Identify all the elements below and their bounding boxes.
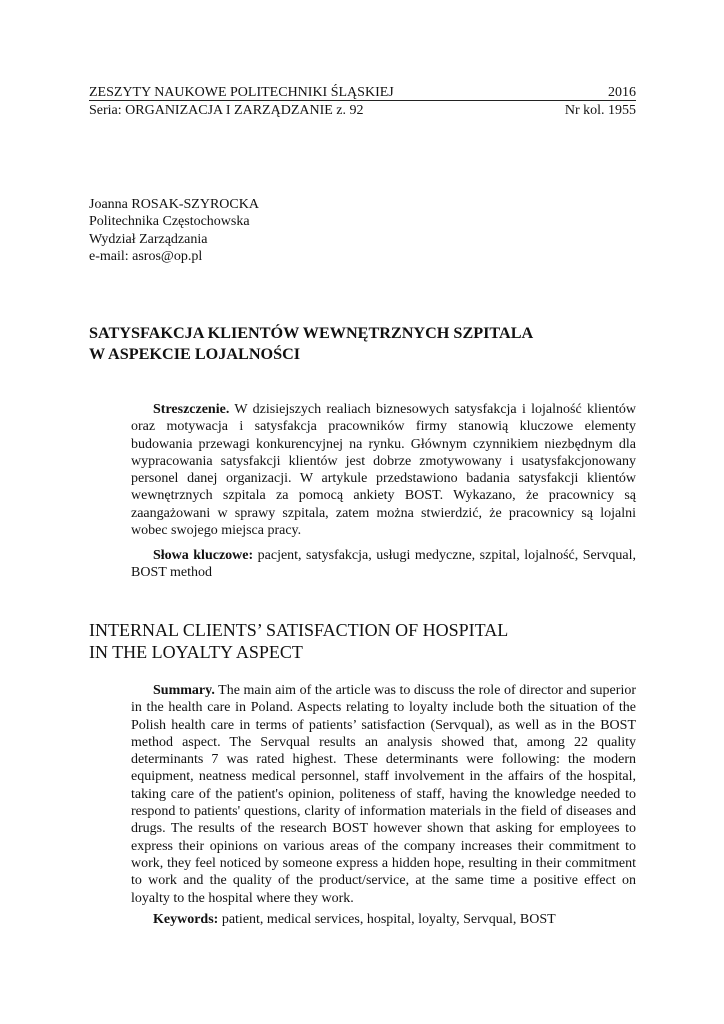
running-header-series-row	[89, 102, 636, 119]
title-en-line-2: IN THE LOYALTY ASPECT	[89, 642, 303, 662]
abstract-polish	[131, 401, 636, 539]
keywords-en-text: patient, medical services, hospital, loyalty, Servqual, BOST	[221, 912, 556, 927]
author-faculty: Wydział Zarządzania	[89, 231, 208, 247]
publication-year: 2016	[608, 85, 636, 100]
title-pl-line-2: W ASPEKCIE LOJALNOŚCI	[89, 345, 301, 363]
abstract-english	[131, 682, 636, 907]
keywords-pl-text: pacjent, satysfakcja, usługi medyczne, szpital, lojalność, Servqual, BOST method	[131, 548, 636, 581]
journal-name: ZESZYTY NAUKOWE POLITECHNIKI ŚLĄSKIEJ	[89, 85, 394, 100]
abstract-en-label: Summary.	[153, 683, 215, 698]
abstract-en-text: The main aim of the article was to discuss the role of director and superior in the health care in Poland. Aspects relating to loyalty include both the situation of the Polish health care in terms of patients’ satisfaction (Servqual), as well as in the BOST method aspect. The Servqual results an analysis showed that, among 22 quality determinants 7 was rated highest. These determinants were following: the modern equipment, neatness medical personnel, staff involvement in the affairs of the hospital, taking care of the patient's opinion, politeness of staff, having the knowledge needed to respond to patients' questions, clarity of information materials in the field of diseases and drugs. The results of the research BOST however shown that asking for employees to express their opinions on various areas of the company increases their commitment to work, they feel noticed by someone express a hidden hope, resulting in their commitment to work and the quality of the product/service, at the same time a positive effect on loyalty to the hospital where they work.	[131, 683, 636, 906]
keywords-en-label: Keywords:	[153, 912, 219, 927]
paper-title-polish	[89, 323, 649, 365]
keywords-pl-label: Słowa kluczowe:	[153, 548, 254, 563]
keywords-english	[131, 911, 636, 928]
series-name: Seria: ORGANIZACJA I ZARZĄDZANIE z. 92	[89, 103, 364, 118]
author-name: Joanna ROSAK-SZYROCKA	[89, 197, 259, 212]
author-institution: Politechnika Częstochowska	[89, 214, 250, 230]
author-email: e-mail: asros@op.pl	[89, 248, 203, 264]
issue-number: Nr kol. 1955	[564, 103, 636, 118]
abstract-pl-text: W dzisiejszych realiach biznesowych satysfakcja i lojalność klientów oraz motywacja i satysfakcja pracowników firmy stanowią kluczowe elementy budowania przewagi konkurencyjnej na rynku. Głównym czynnikiem niezbędnym dla wypracowania satysfakcji klientów jest dobrze zmotywowany i usatysfakcjonowany personel danej organizacji. W artykule przedstawiono badania satysfakcji klientów wewnętrznych szpitala za pomocą ankiety BOST. Wykazano, że pracownicy są zaangażowani w sprawy szpitala, zatem można stwierdzić, że pracownicy są lojalni wobec swojego miejsca pracy.	[131, 402, 637, 539]
title-en-line-1: INTERNAL CLIENTS’ SATISFACTION OF HOSPITAL	[89, 620, 509, 640]
keywords-polish	[131, 547, 636, 582]
header-divider	[89, 100, 636, 101]
author-block	[89, 196, 259, 265]
abstract-pl-label: Streszczenie.	[153, 402, 230, 417]
paper-title-english	[89, 619, 508, 663]
running-header-journal-row	[89, 84, 636, 101]
title-pl-line-1: SATYSFAKCJA KLIENTÓW WEWNĘTRZNYCH SZPITALA	[89, 324, 534, 342]
